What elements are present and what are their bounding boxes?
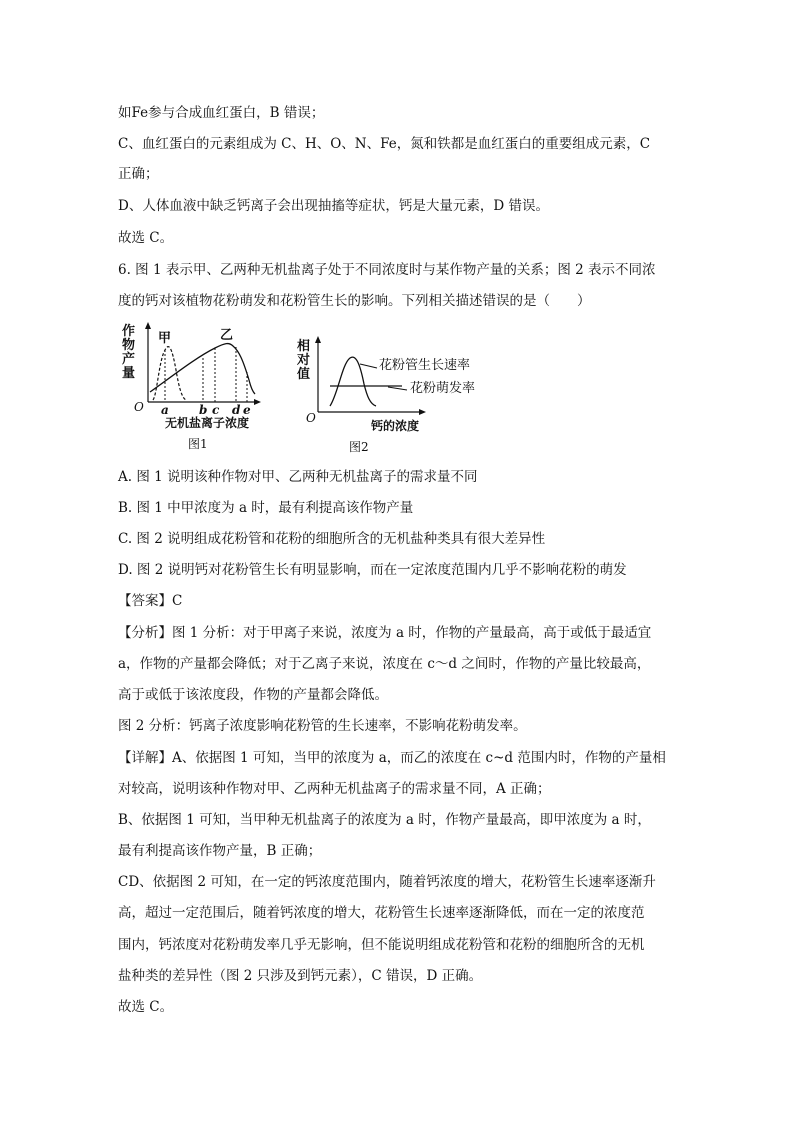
fig2-y-arrow	[315, 336, 321, 343]
fig1-y-arrow	[145, 322, 151, 329]
fig1-ylabel-char: 产	[122, 352, 136, 367]
fig1-tick-c: c	[212, 403, 220, 417]
detail-line: 对较高，说明该种作物对甲、乙两种无机盐离子的需求量不同，A 正确；	[118, 781, 551, 797]
fig1-tick-e: e	[243, 403, 251, 417]
fig1-tick-a: a	[161, 403, 169, 417]
fig2-x-arrow	[419, 409, 426, 415]
fig2-label-tube-growth: 花粉管生长速率	[379, 358, 471, 373]
fig2-leader-2	[388, 387, 407, 390]
detail-line: 围内，钙浓度对花粉萌发率几乎无影响，但不能说明组成花粉管和花粉的细胞所含的无机	[118, 937, 645, 953]
fig1-ylabel-char: 物	[122, 338, 136, 353]
option-c: C. 图 2 说明组成花粉管和花粉的细胞所含的无机盐种类具有很大差异性	[118, 531, 546, 547]
fig2-xlabel: 钙的浓度	[371, 419, 420, 433]
analysis-line: a，作物的产量都会降低；对于乙离子来说，浓度在 c～d 之间时，作物的产量比较最高，	[118, 656, 651, 672]
fig2-origin: O	[306, 411, 316, 425]
analysis-line: 图 2 分析：钙离子浓度影响花粉管的生长速率，不影响花粉萌发率。	[118, 718, 527, 734]
fig1-ylabel-char: 量	[122, 366, 136, 381]
paragraph-line: 故选 C。	[118, 230, 174, 246]
figure-1-chart	[115, 320, 285, 455]
fig2-curve-tube-growth	[330, 357, 376, 406]
fig2-caption: 图2	[349, 440, 369, 454]
answer-line: 【答案】C	[118, 593, 183, 609]
detail-line: CD、依据图 2 可知，在一定的钙浓度范围内，随着钙浓度的增大，花粉管生长速率逐渐升	[118, 874, 656, 890]
final-answer-line: 故选 C。	[118, 999, 174, 1015]
fig2-leader-1	[360, 364, 377, 368]
fig2-ylabel-char: 对	[297, 353, 311, 368]
fig2-ylabel-char: 相	[297, 339, 311, 354]
paragraph-line: 正确；	[118, 166, 159, 182]
fig1-x-arrow	[254, 399, 261, 405]
option-d: D. 图 2 说明钙对花粉管生长有明显影响，而在一定浓度范围内几乎不影响花粉的萌发	[118, 562, 627, 578]
detail-line: 高，超过一定范围后，随着钙浓度的增大，花粉管生长速率逐渐降低，而在一定的浓度范	[118, 905, 645, 921]
paragraph-line: D、人体血液中缺乏钙离子会出现抽搐等症状，钙是大量元素，D 错误。	[118, 198, 549, 214]
fig1-tick-d: d	[232, 403, 241, 417]
fig1-tick-b: b	[199, 403, 208, 417]
detail-line: 【详解】A、依据图 1 可知，当甲的浓度为 a，而乙的浓度在 c~d 范围内时，作物的产量相	[118, 750, 666, 766]
option-b: B. 图 1 中甲浓度为 a 时，最有利提高该作物产量	[118, 500, 414, 516]
question-line: 度的钙对该植物花粉萌发和花粉管生长的影响。下列相关描述错误的是（ ）	[118, 293, 591, 309]
option-a: A. 图 1 说明该种作物对甲、乙两种无机盐离子的需求量不同	[118, 469, 478, 485]
fig2-ylabel-char: 值	[297, 367, 311, 382]
fig1-label-jia: 甲	[158, 331, 172, 346]
question-line: 6. 图 1 表示甲、乙两种无机盐离子处于不同浓度时与某作物产量的关系；图 2 表示不同浓	[118, 262, 656, 278]
fig2-label-germination: 花粉萌发率	[410, 381, 476, 396]
fig1-label-yi: 乙	[220, 328, 234, 343]
figure-2-chart	[292, 334, 507, 456]
fig1-xlabel: 无机盐离子浓度	[165, 416, 250, 430]
paragraph-line: C、血红蛋白的元素组成为 C、H、O、N、Fe，氮和铁都是血红蛋白的重要组成元素，C	[118, 136, 651, 152]
paragraph-line: 如Fe参与合成血红蛋白，B 错误；	[118, 105, 325, 121]
detail-line: 盐种类的差异性（图 2 只涉及到钙元素），C 错误，D 正确。	[118, 968, 483, 984]
detail-line: B、依据图 1 可知，当甲种无机盐离子的浓度为 a 时，作物产量最高，即甲浓度为 a 时，	[118, 812, 651, 828]
fig1-curve-jia	[153, 347, 186, 400]
analysis-line: 【分析】图 1 分析：对于甲离子来说，浓度为 a 时，作物的产量最高，高于或低于最适宜	[118, 625, 652, 641]
fig1-caption: 图1	[188, 437, 208, 451]
fig1-ylabel-char: 作	[122, 324, 136, 339]
analysis-line: 高于或低于该浓度段，作物的产量都会降低。	[118, 687, 388, 703]
fig1-origin: O	[134, 400, 144, 414]
detail-line: 最有利提高该作物产量，B 正确；	[118, 843, 322, 859]
